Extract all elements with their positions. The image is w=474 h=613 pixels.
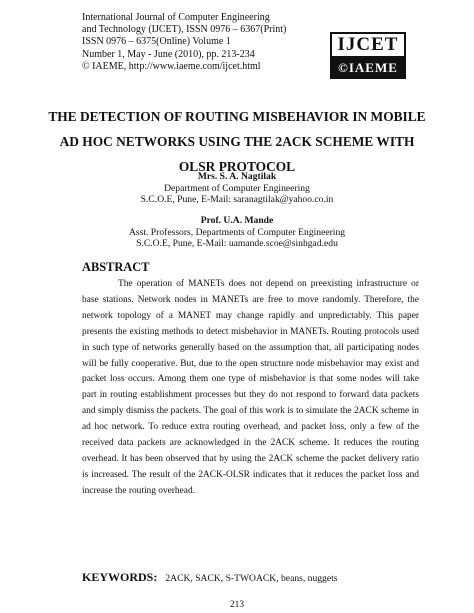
journal-line: International Journal of Computer Engineering — [82, 12, 270, 23]
author-block — [40, 171, 434, 206]
logo-title: IJCET — [330, 32, 406, 56]
keywords-label: KEYWORDS: — [82, 570, 158, 584]
author-affiliation: Department of Computer Engineering — [164, 182, 310, 194]
author-name: Prof. U.A. Mande — [200, 215, 274, 226]
keywords-text: 2ACK, SACK, S-TWOACK, beans, nuggets — [165, 573, 338, 584]
keywords — [82, 568, 422, 586]
ijcet-logo — [330, 32, 406, 79]
author-contact: S.C.O.E, Pune, E-Mail: saranagtilak@yahoo.co.in — [140, 194, 334, 205]
abstract-body: The operation of MANETs does not depend on preexisting infrastructure or base stations. Network nodes in MANETs are free to move randomly. Therefore, the network topology of a MANET may change rapidly and unpredictably. This paper presents the existing methods to detect misbehavior in MANETs. Routing protocols used in such type of networks generally based on the assumption that, all participating nodes will be fully cooperative. But, due to the open structure node misbehavior may exist and packet loss occurs. Among them one type of misbehavior is that some nodes will take part in routing establishment processes but they do not respond to forward data packets and simply dismiss the packets. The goal of this work is to simulate the 2ACK scheme in ad hoc network. To reduce extra routing overhead, and packet loss, only a few of the received data packets are acknowledged in the 2ACK scheme. It reduces the routing overhead. It has been observed that by using the 2ACK scheme the packet delivery ratio is increased. The result of the 2ACK-OLSR indicates that it reduces the packet loss and increase the routing overhead. — [82, 279, 419, 496]
author-name: Mrs. S. A. Nagtilak — [197, 171, 277, 182]
abstract-heading: ABSTRACT — [82, 260, 150, 274]
journal-line: Number 1, May - June (2010), pp. 213-234 — [82, 48, 255, 60]
journal-line: © IAEME, http://www.iaeme.com/ijcet.html — [82, 60, 261, 72]
author-affiliation: Asst. Professors, Departments of Computer Engineering — [128, 226, 346, 238]
paper-title: THE DETECTION OF ROUTING MISBEHAVIOR IN MOBILE AD HOC NETWORKS USING THE 2ACK SCHEME WITH OLSR PROTOCOL — [48, 109, 426, 174]
journal-line: ISSN 0976 – 6375(Online) Volume 1 — [82, 36, 231, 48]
author-block — [40, 215, 434, 250]
author-contact: S.C.O.E, Pune, E-Mail: uamande.scoe@sinhgad.edu — [136, 238, 338, 249]
page-number: 213 — [229, 600, 245, 610]
journal-line: and Technology (IJCET), ISSN 0976 – 6367(Print) — [82, 24, 287, 36]
logo-publisher: ©IAEME — [330, 56, 406, 79]
journal-info — [82, 12, 322, 73]
